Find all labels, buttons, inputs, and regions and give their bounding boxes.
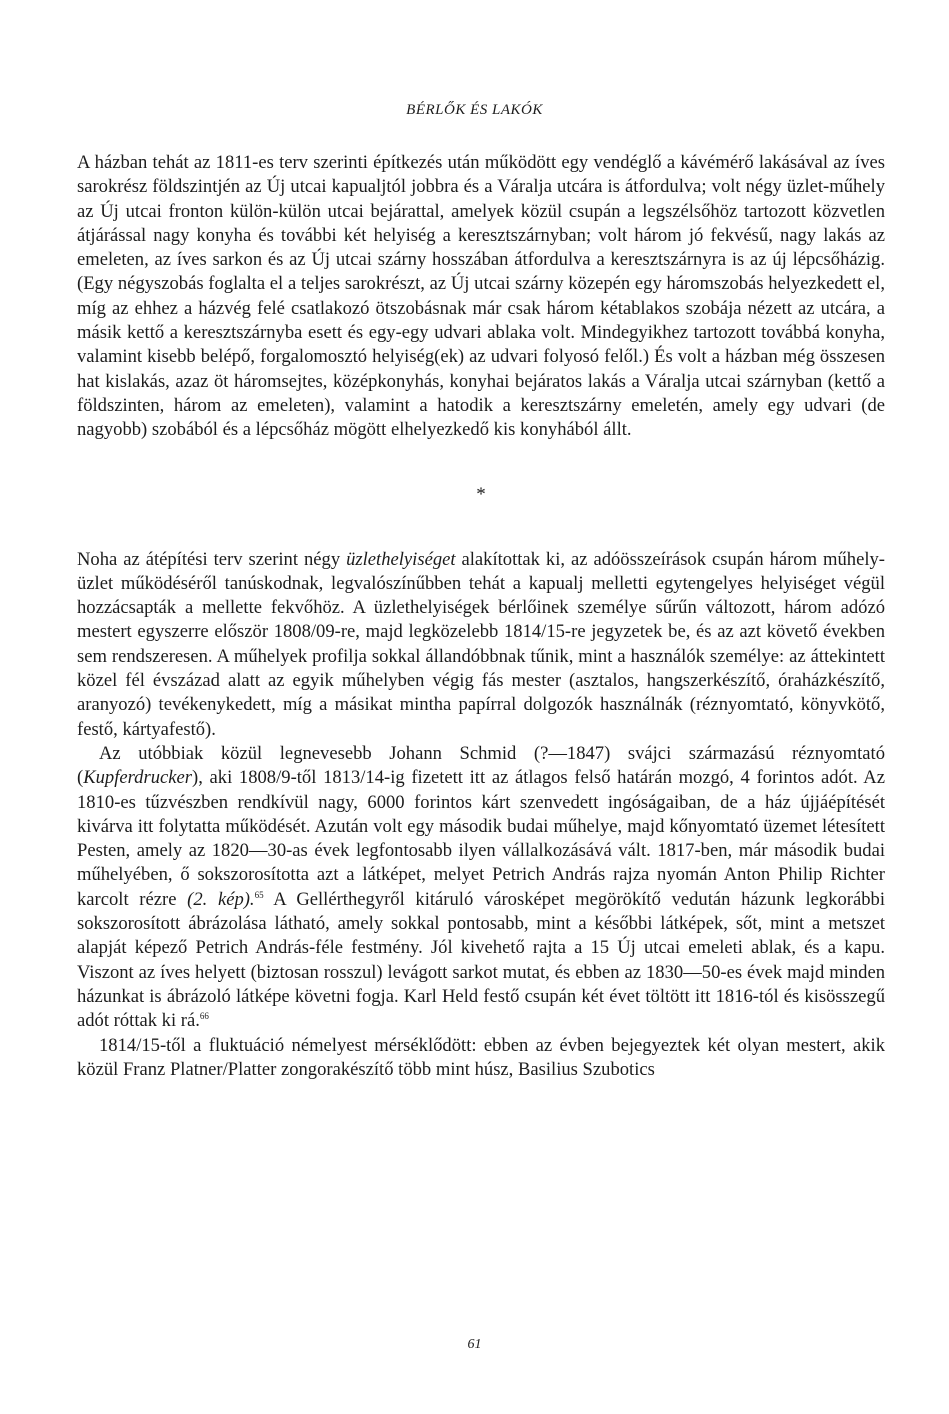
- paragraph-3: [77, 742, 885, 1034]
- running-header: BÉRLŐK ÉS LAKÓK: [406, 102, 543, 118]
- paragraph-2: [77, 548, 885, 742]
- page-number: 61: [467, 1337, 482, 1352]
- paragraph-2-text-b: alakítottak ki, az adóösszeírások csupán három műhely-üzlet működéséről tanúskodnak, legvalószínűbben tehát a kapualj melletti egytengelyes helyiséget végül hozzácsapták a mellette fekvőhöz. A üzlethelyiségek bérlőinek személye sűrűn változott, három adózó mestert egyszerre először 1808/09-re, majd legközelebb 1814/15-re jegyzetek be, és az azt követő években sem rendszeresen. A műhelyek profilja sokkal állandóbbnak tűnik, mint a használók személye: az áttekintett közel fél évszázad alatt az egyik műhelyben végig fás mester (asztalos, hangszerkészítő, óraházkészítő, aranyozó) tevékenykedett, míg a másikat mintha papírral dolgozók használnák (réznyomtató, könyvkötő, festő, kártyafestő).: [77, 548, 885, 740]
- paragraph-2-italic-term: üzlethelyiséget: [346, 548, 456, 570]
- paragraph-3-text-a: Az utóbbiak közül legnevesebb Johann Schmid (?—1847) svájci származású réznyomtató (: [77, 742, 885, 789]
- paragraph-4: 1814/15-től a fluktuáció némelyest mérséklődött: ebben az évben bejegyeztek két olyan mestert, akik közül Franz Platner/Platter zongorakészítő több mint húsz, Basilius Szubotics: [77, 1034, 885, 1080]
- paragraph-1: A házban tehát az 1811-es terv szerinti építkezés után működött egy vendéglő a kávémérő lakásával az íves sarokrész földszintjén az Új utcai kapualjtól jobbra és a Váralja utcára is átfordulva; volt négy üzlet-műhely az Új utcai fronton külön-külön utcai bejárattal, amelyek közül csupán a legszélsőhöz tartozott közvetlen átjárással nagy konyha és további két helyiség a keresztszárnyban; volt három jó fekvésű, nagy lakás az emeleten, az íves sarkon és az Új utcai szárny hosszában átfordulva a keresztszárnyra is az új lépcsőházig. (Egy négyszobás foglalta el a teljes sarokrészt, az Új utcai szárny közepén egy háromszobás helyezkedett el, míg az ehhez a házvég felé csatlakozó ötszobásnak már csak három kétablakos szobája nézett az utcára, a másik kettő a keresztszárnyba esett és egy-egy udvari ablaka volt. Mindegyikhez tartozott továbbá konyha, valamint kisebb belépő, forgalomosztó helyiség(ek) az udvari folyosó felől.) És volt a házban még összesen hat kislakás, azaz öt háromsejtes, középkonyhás, konyhai bejáratos lakás a Váralja utcai szárnyban (kettő a földszinten, három az emeleten), valamint a hatodik a keresztszárny emeletén, amely egy udvari (de nagyobb) szobából és a lépcsőház mögött elhelyezkedő kis konyhából állt.: [77, 152, 885, 441]
- paragraph-3-italic-term: Kupferdrucker: [83, 767, 192, 789]
- footnote-ref-65: 65: [254, 889, 264, 900]
- paragraph-3-text-b: ), aki 1808/9-től 1813/14-ig fizetett itt az átlagos felső határán mozgó, 4 forintos adót. Az 1810-es tűzvészben rendkívül nagy, 6000 forintos kárt szenvedett ingóságaiban, de a ház újjáépítését kivárva itt folytatta működését. Azután volt egy második budai műhelye, majd kőnyomtató üzemet létesített Pesten, amely az 1820—30-as évek legfontosabb ilyen vállalkozásává vált. 1817-ben, már második budai műhelyében, ő sokszorosította azt a látképet, melyet Petrich András rajza nyomán Anton Philip Richter karcolt rézre: [77, 767, 885, 910]
- footnote-ref-66: 66: [199, 1011, 209, 1022]
- paragraph-2-text-a: Noha az átépítési terv szerint négy: [77, 548, 347, 570]
- section-separator: *: [476, 483, 486, 505]
- paragraph-3-figure-ref: (2. kép).: [187, 888, 255, 910]
- body-text: [77, 151, 885, 1082]
- paragraph-3-text-c: A Gellérthegyről kitáruló városképet megörökítő vedután házunk legkorábbi sokszorosított ábrázolása látható, amely sokkal pontosabb, mint a későbbi látképek, sőt, mint a metszet alapját képező Petrich András-féle festmény. Jól kivehető rajta a 15 Új utcai emeleti ablak, és a kapu. Viszont az íves helyett (biztosan rosszul) levágott sarkot mutat, és ebben az 1830—50-es évek majd minden házunkat is ábrázoló látképe követni fogja. Karl Held festő csupán két évet töltött itt 1816-tól és kisösszegű adót róttak ki rá.: [77, 888, 885, 1032]
